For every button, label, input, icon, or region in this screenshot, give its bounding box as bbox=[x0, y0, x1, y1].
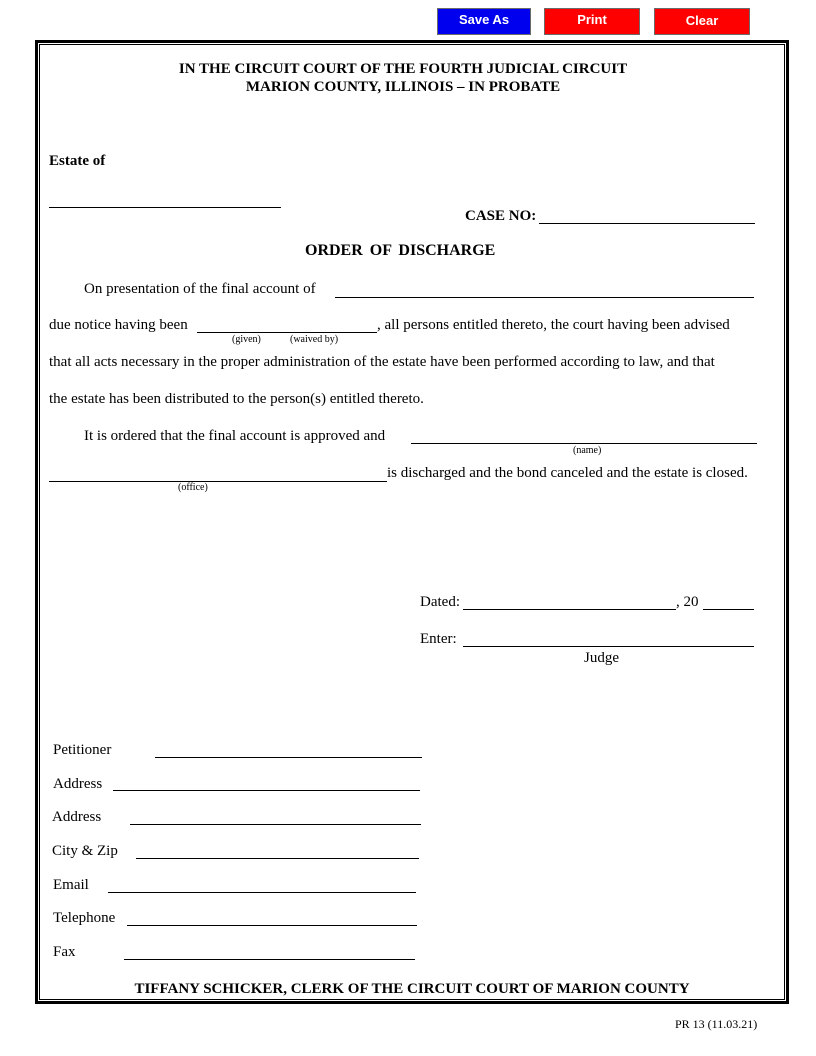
judge-signature-field[interactable] bbox=[463, 646, 754, 647]
office-hint: (office) bbox=[178, 482, 208, 493]
dated-label: Dated: bbox=[420, 594, 460, 610]
save-as-button[interactable]: Save As bbox=[437, 8, 531, 35]
enter-label: Enter: bbox=[420, 631, 457, 647]
final-account-text: On presentation of the final account of bbox=[84, 281, 316, 297]
form-code: PR 13 (11.03.21) bbox=[675, 1017, 758, 1031]
estate-name-field[interactable] bbox=[49, 207, 281, 208]
clear-button[interactable]: Clear bbox=[654, 8, 750, 35]
distribution-text: the estate has been distributed to the person(s) entitled thereto. bbox=[49, 391, 424, 407]
given-hint: (given) bbox=[232, 334, 261, 345]
petitioner-field[interactable] bbox=[155, 757, 422, 758]
address1-field[interactable] bbox=[113, 790, 420, 791]
address2-field[interactable] bbox=[130, 824, 421, 825]
city-zip-field[interactable] bbox=[136, 858, 419, 859]
year-field[interactable] bbox=[703, 609, 754, 610]
due-notice-text: due notice having been bbox=[49, 317, 188, 333]
name-hint: (name) bbox=[573, 445, 602, 456]
year-prefix: , 20 bbox=[676, 594, 699, 610]
clerk-footer: TIFFANY SCHICKER, CLERK OF THE CIRCUIT COURT OF MARION COUNTY bbox=[134, 981, 690, 997]
notice-given-field[interactable] bbox=[197, 332, 377, 333]
final-account-of-field[interactable] bbox=[335, 297, 754, 298]
case-no-field[interactable] bbox=[539, 223, 755, 224]
persons-entitled-text: , all persons entitled thereto, the court having been advised bbox=[377, 317, 730, 333]
email-label: Email bbox=[53, 877, 89, 893]
judge-label: Judge bbox=[584, 650, 619, 666]
name-field[interactable] bbox=[411, 443, 757, 444]
form-inner-border bbox=[39, 44, 785, 1000]
court-heading: IN THE CIRCUIT COURT OF THE FOURTH JUDICIAL CIRCUIT bbox=[178, 61, 628, 77]
print-button[interactable]: Print bbox=[544, 8, 640, 35]
ordered-text: It is ordered that the final account is approved and bbox=[84, 428, 386, 444]
estate-of-label: Estate of bbox=[49, 153, 106, 169]
fax-field[interactable] bbox=[124, 959, 415, 960]
waived-by-hint: (waived by) bbox=[290, 334, 339, 345]
city-zip-label: City & Zip bbox=[52, 843, 118, 859]
document-title: ORDER OF DISCHARGE bbox=[305, 242, 496, 259]
administration-text: that all acts necessary in the proper administration of the estate have been performed according to law, and that bbox=[49, 354, 715, 370]
office-field[interactable] bbox=[49, 481, 387, 482]
discharged-text: is discharged and the bond canceled and the estate is closed. bbox=[387, 465, 748, 481]
petitioner-label: Petitioner bbox=[53, 742, 112, 758]
address1-label: Address bbox=[53, 776, 103, 792]
dated-field[interactable] bbox=[463, 609, 676, 610]
county-heading: MARION COUNTY, ILLINOIS – IN PROBATE bbox=[245, 79, 561, 95]
fax-label: Fax bbox=[53, 944, 76, 960]
address2-label: Address bbox=[52, 809, 102, 825]
telephone-label: Telephone bbox=[53, 910, 116, 926]
telephone-field[interactable] bbox=[127, 925, 417, 926]
case-no-label: CASE NO: bbox=[465, 208, 537, 224]
email-field[interactable] bbox=[108, 892, 416, 893]
